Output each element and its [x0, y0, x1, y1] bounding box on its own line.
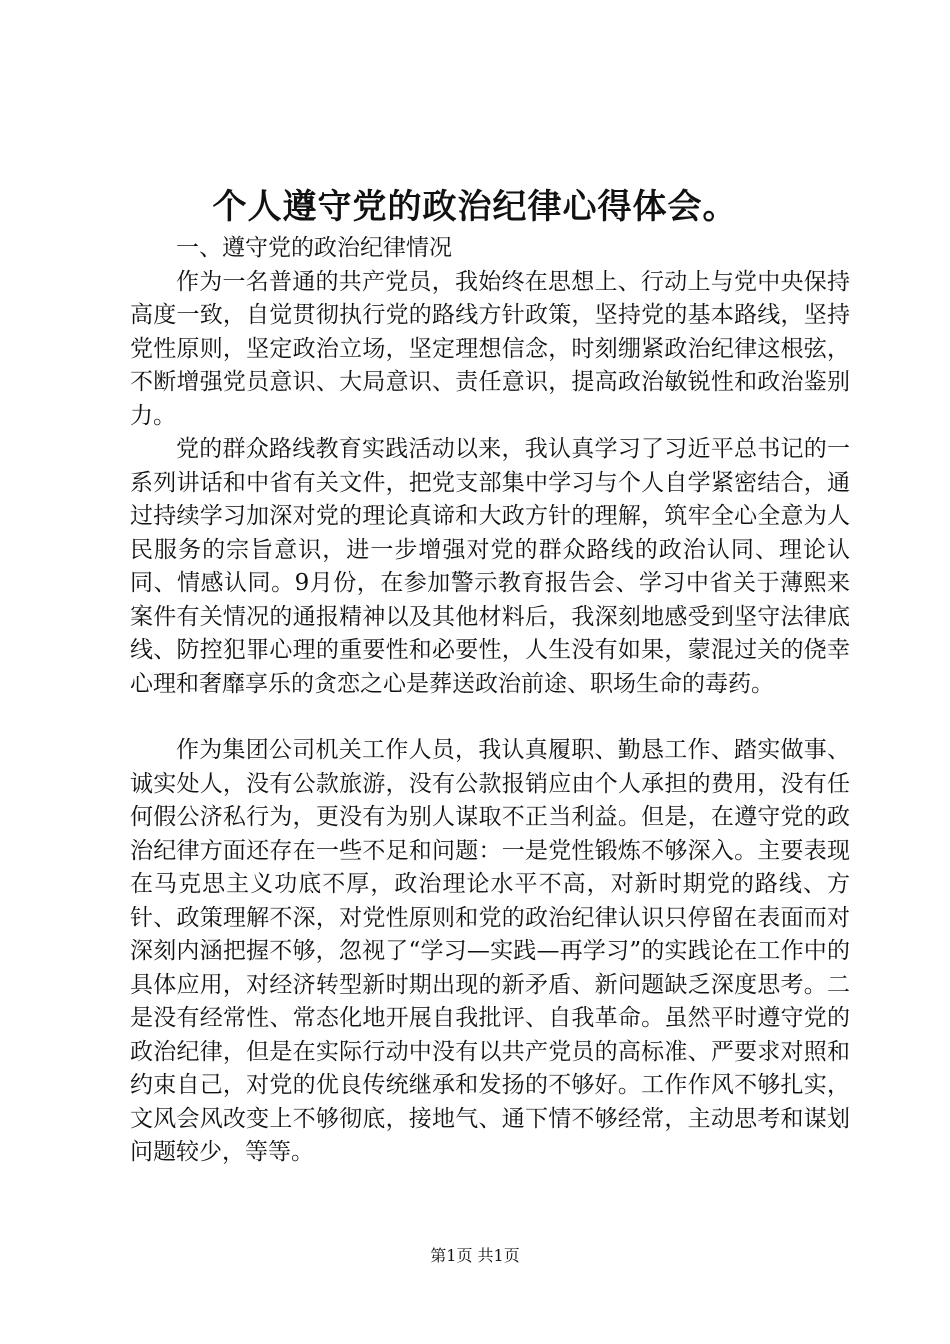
document-title: 个人遵守党的政治纪律心得体会。 — [212, 187, 738, 227]
document-body — [130, 232, 850, 1170]
paragraph-1: 作为一名普通的共产党员，我始终在思想上、行动上与党中央保持高度一致，自觉贯彻执行党的路线方针政策，坚持党的基本路线，坚持党性原则，坚定政治立场，坚定理想信念，时刻绷紧政治纪律这根弦，不断增强党员意识、大局意识、责任意识，提高政治敏锐性和政治鉴别力。 — [130, 268, 850, 429]
section-heading: 一、遵守党的政治纪律情况 — [176, 235, 452, 261]
page-footer: 第1页 共1页 — [430, 1246, 520, 1265]
paragraph-2: 党的群众路线教育实践活动以来，我认真学习了习近平总书记的一系列讲话和中省有关文件，把党支部集中学习与个人自学紧密结合，通过持续学习加深对党的理论真谛和大政方针的理解，筑牢全心全意为人民服务的宗旨意识，进一步增强对党的群众路线的政治认同、理论认同、情感认同。9月份，在参加警示教育报告会、学习中省关于薄熙来案件有关情况的通报精神以及其他材料后，我深刻地感受到坚守法律底线、防控犯罪心理的重要性和必要性，人生没有如果，蒙混过关的侥幸心理和奢靡享乐的贪恋之心是葬送政治前途、职场生命的毒药。 — [130, 436, 850, 697]
paragraph-3: 作为集团公司机关工作人员，我认真履职、勤恳工作、踏实做事、诚实处人，没有公款旅游，没有公款报销应由个人承担的费用，没有任何假公济私行为，更没有为别人谋取不正当利益。但是，在遵守党的政治纪律方面还存在一些不足和问题：一是党性锻炼不够深入。主要表现在马克思主义功底不厚，政治理论水平不高，对新时期党的路线、方针、政策理解不深，对党性原则和党的政治纪律认识只停留在表面而对深刻内涵把握不够，忽视了“学习—实践—再学习”的实践论在工作中的具体应用，对经济转型新时期出现的新矛盾、新问题缺乏深度思考。二是没有经常性、常态化地开展自我批评、自我革命。虽然平时遵守党的政治纪律，但是在实际行动中没有以共产党员的高标准、严要求对照和约束自己，对党的优良传统继承和发扬的不够好。工作作风不够扎实，文风会风改变上不够彻底，接地气、通下情不够经常，主动思考和谋划问题较少，等等。 — [130, 737, 850, 1165]
